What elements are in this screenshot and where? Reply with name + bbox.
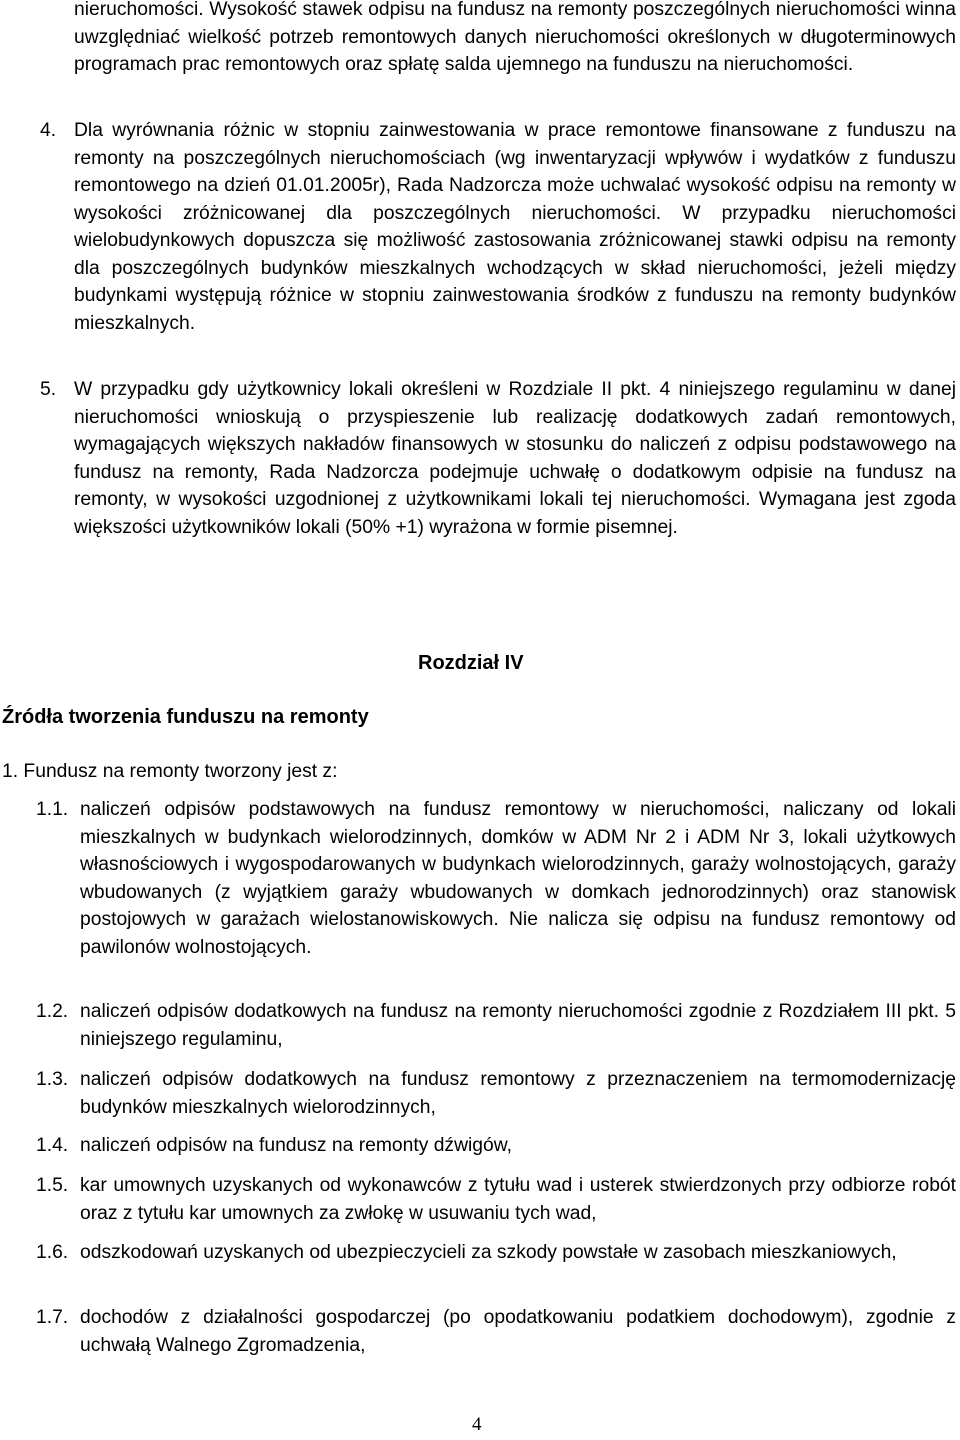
sub-item-number: 1.1. [36,799,69,820]
sub-item-text: kar umownych uzyskanych od wykonawców z tytułu wad i usterek stwierdzonych przy odbiorze robót oraz z tytułu kar umownych za zwłokę w usuwaniu tych wad, [80,1175,956,1224]
sub-item-number: 1.6. [36,1242,69,1263]
sub-item-text: naliczeń odpisów podstawowych na fundusz remontowy w nieruchomości, naliczany od lokali mieszkalnych w budynkach wielorodzinnych, domków w ADM Nr 2 i ADM Nr 3, lokali użytkowych własnościowych i wygospodarowanych w budynkach wielorodzinnych, garaży wolnostojących, garaży wbudowanych (z wyjątkiem garaży wbudowanych w domkach jednorodzinnych) oraz stanowisk postojowych w garażach wielostanowiskowych. Nie nalicza się odpisu na fundusz remontowy od pawilonów wolnostojących. [80,799,956,958]
sub-item-1-5 [36,1172,956,1227]
sub-item-1-3 [36,1066,956,1121]
chapter-heading: Rozdział IV [418,652,524,674]
list-intro: 1. Fundusz na remonty tworzony jest z: [2,761,338,782]
sub-item-1-1 [36,796,956,961]
sub-item-1-2 [36,998,956,1053]
sub-item-1-7 [36,1304,956,1359]
intro-paragraph: nieruchomości. Wysokość stawek odpisu na fundusz na remonty poszczególnych nieruchomości winna uwzględniać wielkość potrzeb remontowych danych nieruchomości określonych w długoterminowych programach prac remontowych oraz spłatę salda ujemnego na funduszu na nieruchomości. [74,0,956,75]
sub-item-number: 1.2. [36,1001,69,1022]
sub-item-1-4 [36,1132,956,1160]
sub-item-number: 1.5. [36,1175,69,1196]
list-item-4 [40,117,956,337]
sub-item-number: 1.7. [36,1307,69,1328]
item-text: W przypadku gdy użytkownicy lokali określeni w Rozdziale II pkt. 4 niniejszego regulaminu w danej nieruchomości wnioskują o przyspieszenie lub realizację dodatkowych zadań remontowych, wymagających większych nakładów finansowych w stosunku do naliczeń z odpisu podstawowego na fundusz na remonty, Rada Nadzorcza podejmuje uchwałę o dodatkowym odpisie na fundusz na remonty, w wysokości uzgodnionej z użytkownikami lokali tej nieruchomości. Wymagana jest zgoda większości użytkowników lokali (50% +1) wyrażona w formie pisemnej. [74,379,956,538]
sub-item-text: naliczeń odpisów dodatkowych na fundusz remontowy z przeznaczeniem na termomodernizację budynków mieszkalnych wielorodzinnych, [80,1069,956,1118]
section-heading: Źródła tworzenia funduszu na remonty [2,706,369,728]
sub-item-text: odszkodowań uzyskanych od ubezpieczycieli za szkody powstałe w zasobach mieszkaniowych, [80,1242,897,1263]
list-item-5 [40,376,956,541]
sub-item-text: naliczeń odpisów na fundusz na remonty dźwigów, [80,1135,512,1156]
item-text: Dla wyrównania różnic w stopniu zainwestowania w prace remontowe finansowane z funduszu na remonty na poszczególnych nieruchomościach (wg inwentaryzacji wpływów i wydatków z funduszu remontowego na dzień 01.01.2005r), Rada Nadzorcza może uchwalać wysokość odpisu na remonty w wysokości zróżnicowanej dla poszczególnych nieruchomości. W przypadku nieruchomości wielobudynkowych dopuszcza się możliwość zastosowania zróżnicowanej stawki odpisu na remonty dla poszczególnych budynków mieszkalnych wchodzących w skład nieruchomości, jeżeli między budynkami występują różnice w stopniu zainwestowania środków z funduszu na remonty budynków mieszkalnych. [74,120,956,334]
sub-item-text: naliczeń odpisów dodatkowych na fundusz na remonty nieruchomości zgodnie z Rozdziałem III pkt. 5 niniejszego regulaminu, [80,1001,956,1050]
sub-item-number: 1.4. [36,1135,69,1156]
sub-item-1-6 [36,1239,956,1267]
item-number: 4. [40,120,57,141]
page-number: 4 [472,1414,482,1435]
sub-item-text: dochodów z działalności gospodarczej (po opodatkowaniu podatkiem dochodowym), zgodnie z uchwałą Walnego Zgromadzenia, [80,1307,956,1356]
sub-item-number: 1.3. [36,1069,69,1090]
item-number: 5. [40,379,57,400]
